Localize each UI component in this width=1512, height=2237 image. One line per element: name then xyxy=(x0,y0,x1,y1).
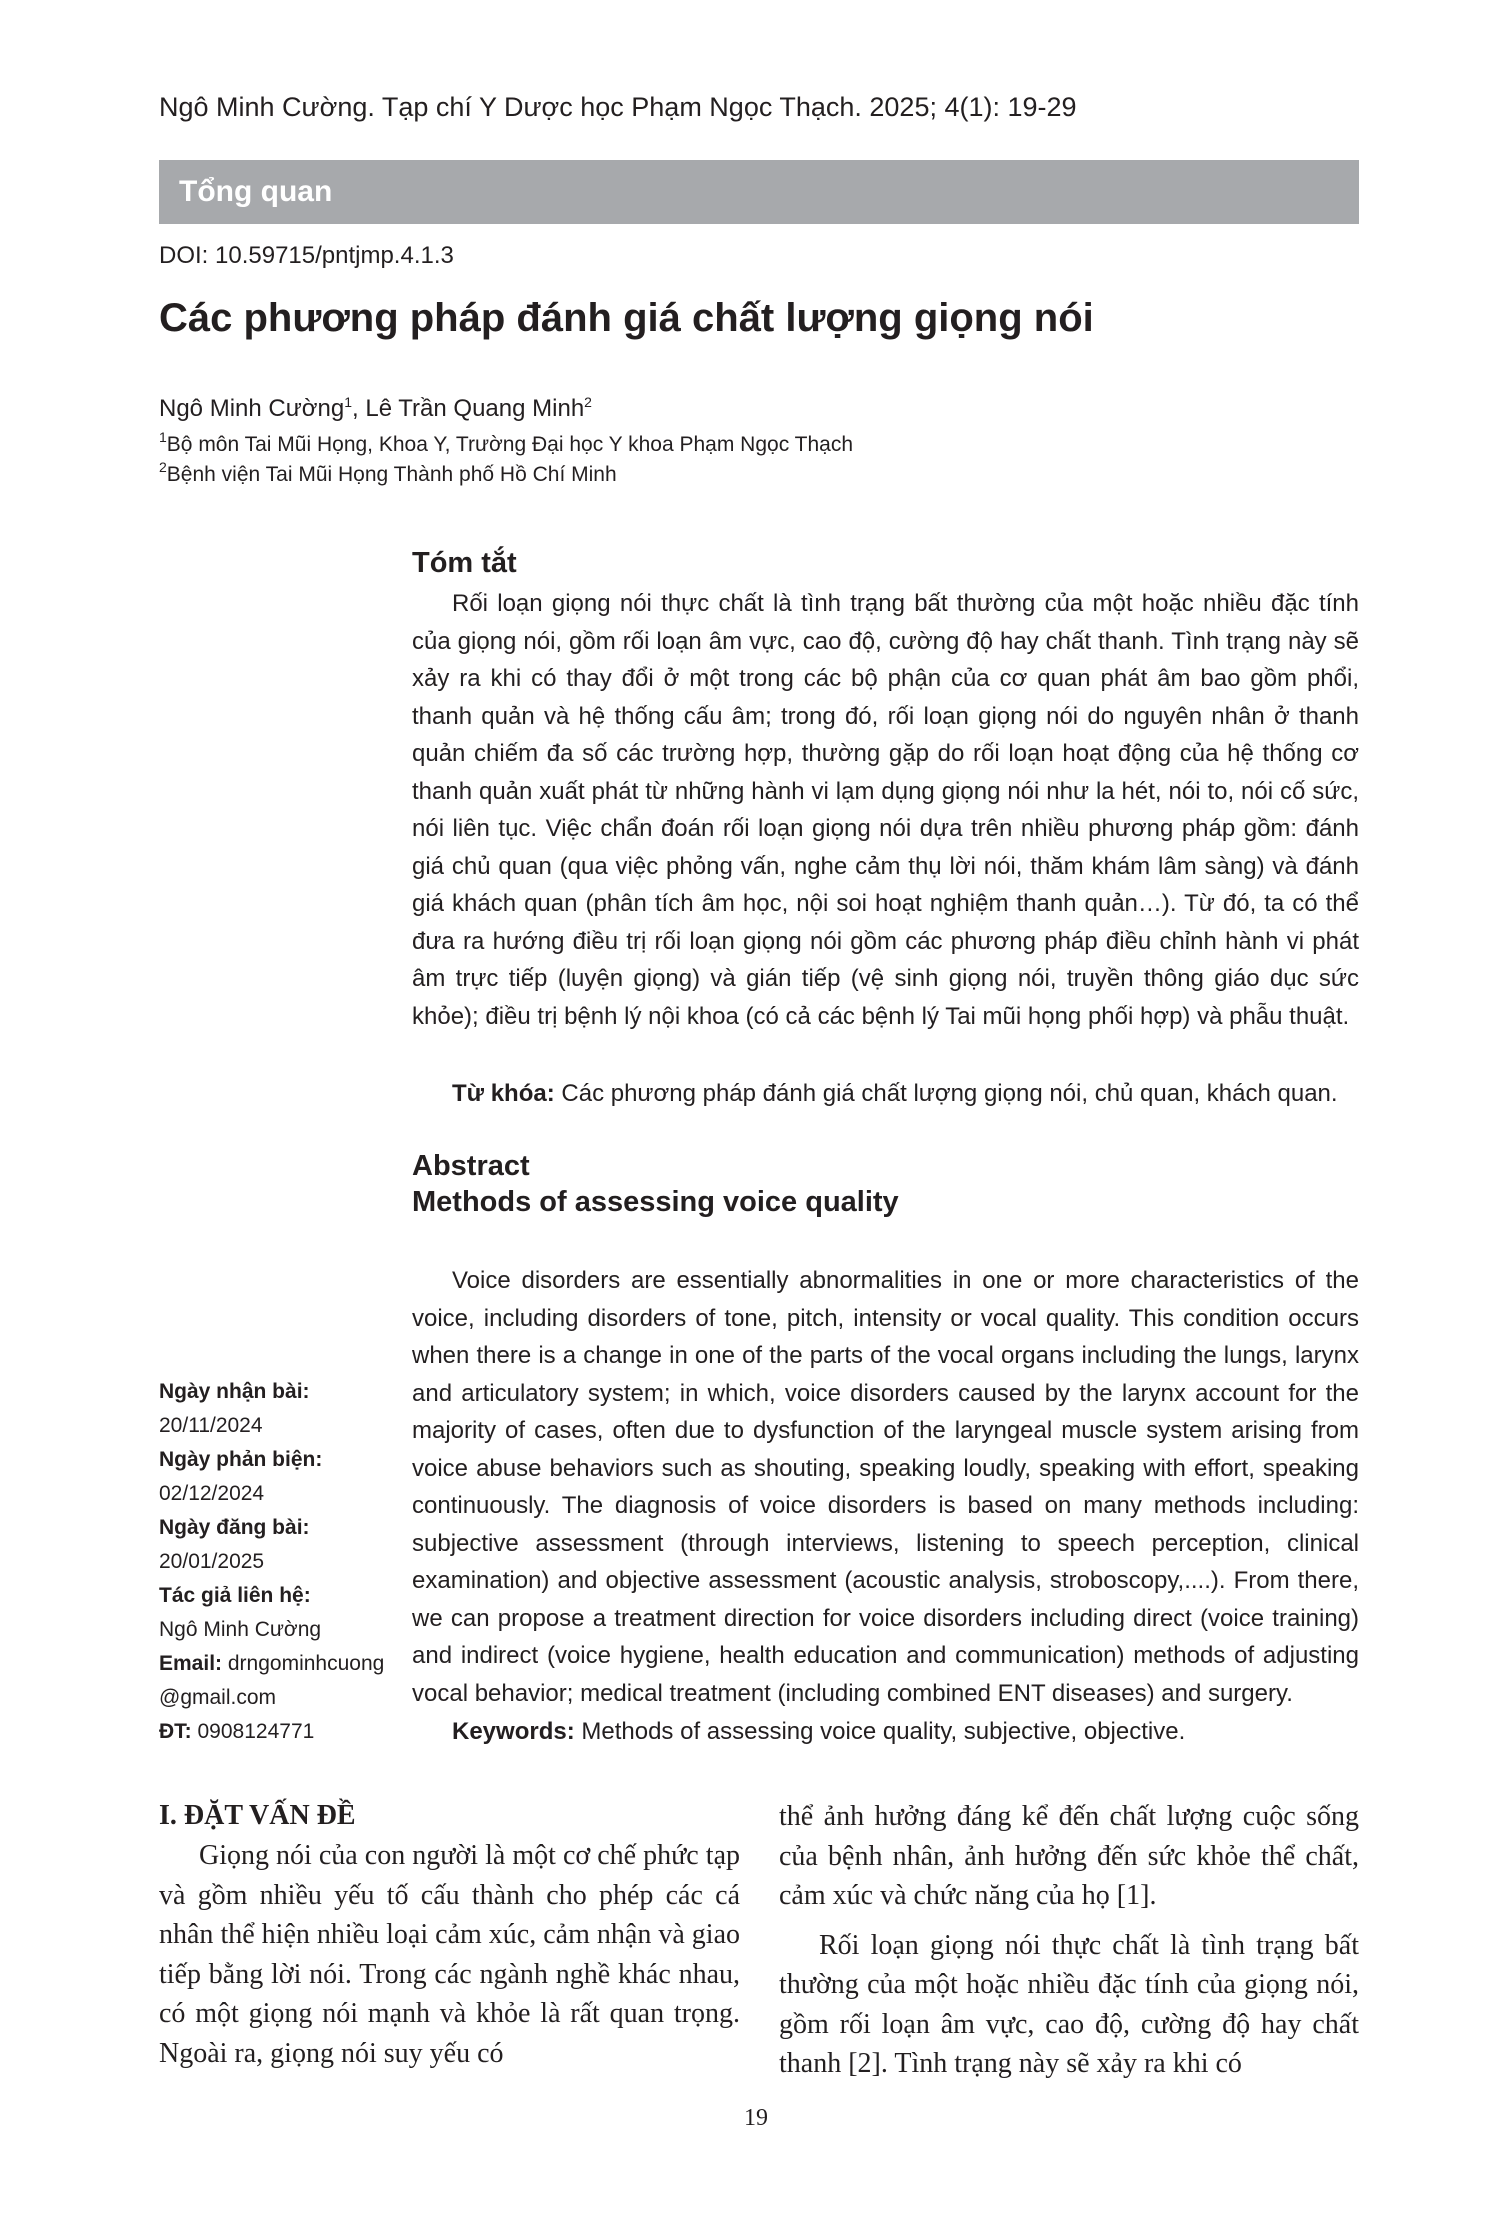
keywords-en-text: Methods of assessing voice quality, subjective, objective. xyxy=(574,1718,1186,1745)
corresponding-author-label: Tác giả liên hệ: xyxy=(159,1584,311,1607)
body-column-left xyxy=(159,1836,740,2073)
reviewed-date: 02/12/2024 xyxy=(159,1482,265,1505)
phone-value: 0908124771 xyxy=(191,1720,315,1743)
phone-label: ĐT: xyxy=(159,1720,192,1743)
keywords-en xyxy=(412,1713,1359,1751)
affiliation xyxy=(159,459,617,487)
affiliation-mark: 2 xyxy=(159,459,167,475)
affiliation xyxy=(159,429,853,457)
received-date: 20/11/2024 xyxy=(159,1414,263,1437)
author-affiliation-mark: 1 xyxy=(344,394,353,410)
reviewed-label: Ngày phản biện: xyxy=(159,1448,323,1471)
abstract-en-subheading: Methods of assessing voice quality xyxy=(412,1186,899,1218)
abstract-vi-heading: Tóm tắt xyxy=(412,547,517,579)
body-paragraph: Giọng nói của con người là một cơ chế phức tạp và gồm nhiều yếu tố cấu thành cho phép các cá nhân thể hiện nhiều loại cảm xúc, cảm nhận và giao tiếp bằng lời nói. Trong các ngành nghề khác nhau, có một giọng nói mạnh và khỏe là rất quan trọng. Ngoài ra, giọng nói suy yếu có xyxy=(159,1840,740,2069)
author-list xyxy=(159,394,592,423)
running-head: Ngô Minh Cường. Tạp chí Y Dược học Phạm Ngọc Thạch. 2025; 4(1): 19-29 xyxy=(159,92,1077,122)
page-number: 19 xyxy=(744,2105,768,2131)
published-date: 20/01/2025 xyxy=(159,1550,265,1573)
affiliation-text: Bệnh viện Tai Mũi Họng Thành phố Hồ Chí Minh xyxy=(166,463,617,486)
author-name: Lê Trần Quang Minh xyxy=(365,395,585,422)
email-domain: @gmail.com xyxy=(159,1686,277,1709)
published-label: Ngày đăng bài: xyxy=(159,1516,310,1539)
email-value: drngominhcuong xyxy=(222,1652,385,1675)
keywords-vi-text: Các phương pháp đánh giá chất lượng giọng nói, chủ quan, khách quan. xyxy=(554,1080,1338,1107)
author-affiliation-mark: 2 xyxy=(584,394,592,410)
affiliation-text: Bộ môn Tai Mũi Họng, Khoa Y, Trường Đại học Y khoa Phạm Ngọc Thạch xyxy=(166,433,854,456)
body-paragraph: Rối loạn giọng nói thực chất là tình trạng bất thường của một hoặc nhiều đặc tính của giọng nói, gồm rối loạn âm vực, cao độ, cường độ hay chất thanh [2]. Tình trạng này sẽ xảy ra khi có xyxy=(779,1929,1359,2079)
keywords-vi-label: Từ khóa: xyxy=(452,1080,555,1107)
section-label: Tổng quan xyxy=(179,175,333,208)
section-band xyxy=(159,160,1359,224)
author-separator: , xyxy=(352,395,366,422)
body-column-right xyxy=(779,1797,1359,2084)
section-heading: I. ĐẶT VẤN ĐỀ xyxy=(159,1800,356,1831)
keywords-en-label: Keywords: xyxy=(452,1718,575,1745)
author-name: Ngô Minh Cường xyxy=(159,395,345,422)
abstract-vi-text: Rối loạn giọng nói thực chất là tình trạng bất thường của một hoặc nhiều đặc tính của giọng nói, gồm rối loạn âm vực, cao độ, cường độ hay chất thanh. Tình trạng này sẽ xảy ra khi có thay đổi ở một trong các bộ phận của cơ quan phát âm bao gồm phổi, thanh quản và hệ thống cấu âm; trong đó, rối loạn giọng nói do nguyên nhân ở thanh quản chiếm đa số các trường hợp, thường gặp do rối loạn hoạt động của hệ thống cơ thanh quản xuất phát từ những hành vi lạm dụng giọng nói như la hét, nói to, nói cố sức, nói liên tục. Việc chẩn đoán rối loạn giọng nói dựa trên nhiều phương pháp gồm: đánh giá chủ quan (qua việc phỏng vấn, nghe cảm thụ lời nói, thăm khám lâm sàng) và đánh giá khách quan (phân tích âm học, nội soi hoạt nghiệm thanh quản…). Từ đó, ta có thể đưa ra hướng điều trị rối loạn giọng nói gồm các phương pháp điều chỉnh hành vi phát âm trực tiếp (luyện giọng) và gián tiếp (vệ sinh giọng nói, truyền thông giáo dục sức khỏe); điều trị bệnh lý nội khoa (có cả các bệnh lý Tai mũi họng phối hợp) và phẫu thuật. xyxy=(412,590,1359,1030)
article-title: Các phương pháp đánh giá chất lượng giọng nói xyxy=(159,296,1094,340)
article-info-sidebar xyxy=(159,1375,399,1749)
email-label: Email: xyxy=(159,1652,223,1675)
abstract-en-text: Voice disorders are essentially abnormalities in one or more characteristics of the voice, including disorders of tone, pitch, intensity or vocal quality. This condition occurs when there is a change in one of the parts of the vocal organs including the lungs, larynx and articulatory system; in which, voice disorders caused by the larynx account for the majority of cases, often due to dysfunction of the laryngeal muscle system arising from voice abuse behaviors such as shouting, speaking loudly, speaking with effort, speaking continuously. The diagnosis of voice disorders is based on many methods including: subjective assessment (through interviews, listening to speech perception, clinical examination) and objective assessment (acoustic analysis, stroboscopy,....). From there, we can propose a treatment direction for voice disorders including direct (voice training) and indirect (voice hygiene, health education and communication) methods of adjusting vocal behavior; medical treatment (including combined ENT diseases) and surgery. xyxy=(412,1267,1359,1707)
abstract-en-heading: Abstract xyxy=(412,1150,530,1182)
received-label: Ngày nhận bài: xyxy=(159,1380,310,1403)
keywords-vi xyxy=(412,1075,1359,1113)
corresponding-author: Ngô Minh Cường xyxy=(159,1618,322,1641)
doi: DOI: 10.59715/pntjmp.4.1.3 xyxy=(159,242,454,269)
affiliation-mark: 1 xyxy=(159,429,167,445)
body-paragraph: thể ảnh hưởng đáng kể đến chất lượng cuộc sống của bệnh nhân, ảnh hưởng đến sức khỏe thể chất, cảm xúc và chức năng của họ [1]. xyxy=(779,1801,1359,1911)
